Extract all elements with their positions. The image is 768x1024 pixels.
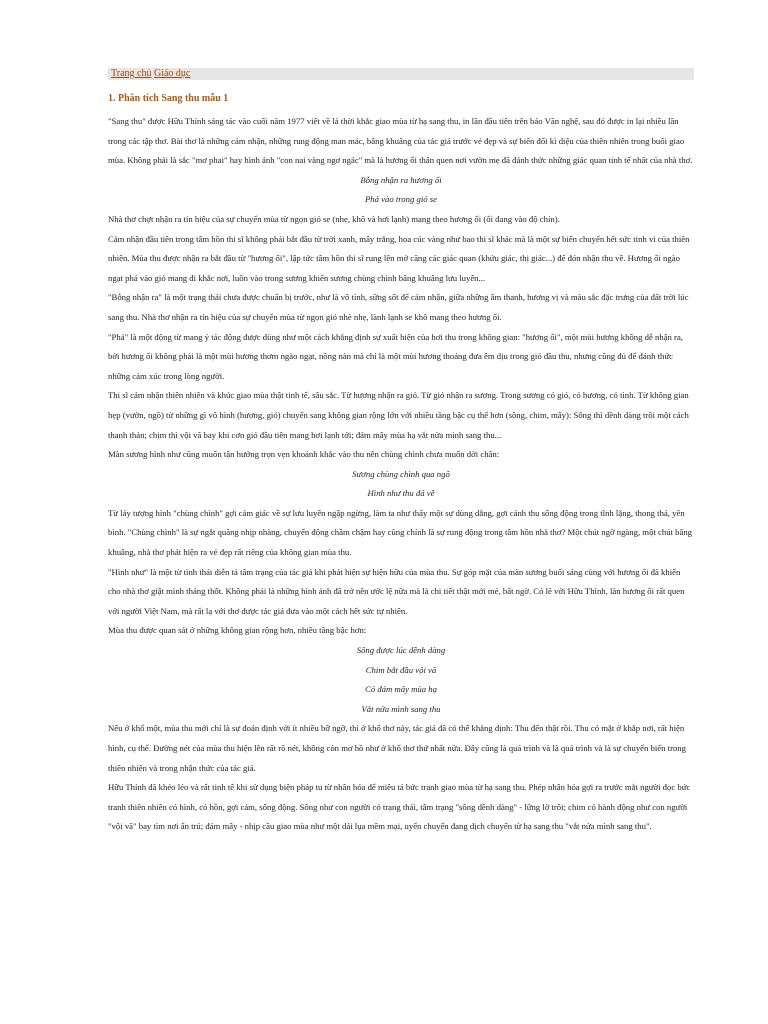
paragraph: Mùa thu được quan sát ở những không gian rộng hơn, nhiều tầng bậc hơn:	[108, 625, 367, 636]
paragraph: Nếu ở khổ một, mùa thu mới chỉ là sự đoán định với ít nhiều bỡ ngỡ, thì ở khổ thơ này, tác giả đã có thể khẳng định: Thu đến thật rồi. Thu có mặt ở khắp nơi, rất hiện hình, cụ thể. Đường nét của mùa thu hiện lên rất rõ nét, không còn mơ hồ như ở khổ thơ thứ nhất nữa. Đây cũng là quá trình và là quá trình và là sự chuyển biến trong thiên nhiên và trong nhận thức của tác giả.	[108, 723, 686, 773]
paragraph: Màn sương hình như cũng muốn tận hưởng trọn vẹn khoảnh khắc vào thu nên chùng chình chưa muốn dời chân:	[108, 449, 500, 460]
verse-line: Phả vào trong gió se	[364, 194, 438, 205]
paragraph: Cảm nhận đầu tiên trong tâm hồn thi sĩ không phải bắt đầu từ trời xanh, mây trắng, hoa cúc vàng như bao thi sĩ khác mà là một sự biến chuyển hết sức tinh vi của thiên nhiên. Mùa thu được nhận ra bắt đầu từ "hương ổi", lập tức tâm hồn thi sĩ rung lên mở căng các giác quan (khứu giác, thị giác...) để đón nhận thu về. Hương ổi ngào ngạt phả vào gió mang đi khắc nơi, luồn vào trong sương khiến sương chùng chình bâng khuâng lưu luyến...	[108, 233, 690, 283]
section-heading: 1. Phân tích Sang thu mẫu 1	[108, 93, 229, 104]
verse-line: Vắt nửa mình sang thu	[361, 703, 441, 714]
paragraph: "Bỗng nhận ra" là một trạng thái chưa được chuẩn bị trước, như là vô tình, sững sốt để cảm nhận, giữa những âm thanh, hương vị và màu sắc đặc trưng của đất trời lúc sang thu. Nhà thơ nhận ra tín hiệu của sự chuyển mùa từ ngọn gió nhè nhẹ, lành lạnh se khô mang theo hương ổi.	[108, 292, 689, 322]
verse-line: Hình như thu đã về	[367, 488, 435, 499]
verse-line: Sông được lúc dềnh dàng	[356, 645, 446, 656]
paragraph: "Phả" là một động từ mang ý tác động được dùng như một cách khẳng định sự xuất hiện của hơi thu trong không gian: "hương ổi", một mùi hương không dễ nhận ra, bởi hương ổi không phải là một mùi hương thơm ngào ngạt, nồng nàn mà chỉ là một mùi hương thoảng đưa êm dịu trong gió đầu thu, nhưng cũng đủ để đánh thức những cảm xúc trong lòng người.	[108, 331, 683, 381]
article-body	[108, 112, 694, 837]
breadcrumb-home-link[interactable]: Trang chủ	[111, 68, 152, 79]
paragraph: "Sang thu" được Hữu Thỉnh sáng tác vào cuối năm 1977 viết về lá thời khắc giao mùa từ hạ sang thu, in lần đầu tiên trên báo Văn nghệ, sau đó được in lại nhiều lần trong các tập thơ. Bài thơ là những cảm nhận, những rung động man mác, bâng khuâng của tác giả trước vẻ đẹp và sự biến đổi kì diệu của thiên nhiên trong buổi giao mùa. Không phải là sắc "mơ phai" hay hình ảnh "con nai vàng ngơ ngác" mà là hương ổi thân quen nơi vườn mẹ đã đánh thức những giác quan tinh tế nhất của nhà thơ.	[108, 116, 693, 166]
paragraph: Nhà thơ chợt nhận ra tín hiệu của sự chuyển mùa từ ngọn gió se (nhẹ, khô và hơi lạnh) mang theo hương ổi (ổi đang vào độ chín).	[108, 213, 560, 224]
paragraph: Từ láy tượng hình "chùng chình" gợi cảm giác về sự lưu luyến ngập ngừng, làm ta như thấy một sự dùng dằng, gợi cảnh thu sống động trong tĩnh lặng, thong thả, yên bình. "Chùng chình" là sự ngắt quãng nhịp nhàng, chuyển động chầm chậm hay cũng chính là sự rung động trong tâm hồn nhà thơ? Một chút ngỡ ngàng, một chút bâng khuâng, nhà thơ phát hiện ra vẻ đẹp rất riêng của không gian mùa thu.	[108, 507, 693, 558]
verse-line: Có đám mây mùa hạ	[365, 684, 437, 695]
verse-line: Chim bắt đầu vội vã	[365, 664, 437, 675]
paragraph: Thi sĩ cảm nhận thiên nhiên và khúc giao mùa thật tinh tế, sâu sắc. Từ hương nhận ra gió. Từ gió nhận ra sương. Trong sương có gió, có hương, có tình. Từ không gian hẹp (vườn, ngõ) từ những gì vô hình (hương, gió) chuyển sang không gian rộng lớn với nhiều tầng bậc cụ thể hơn (sông, chim, mây): Sông thì dềnh dàng trôi một cách thanh thản; chim thì vội vã bay khi cơn gió đầu tiên mang hơi lạnh tới; đám mây mùa hạ vắt nửa mình sang thu...	[108, 390, 689, 440]
breadcrumb	[108, 68, 694, 80]
paragraph: Hữu Thỉnh đã khéo léo và rất tinh tế khi sử dụng biện pháp tu từ nhân hóa để miêu tả bức tranh giao mùa từ hạ sang thu. Phép nhân hóa gợi ra trước mắt người đọc bức tranh thiên nhiên có hình, có hồn, gợi cảm, sống động. Sông như con người có trạng thái, tâm trạng "sông dềnh dàng" - lững lờ trôi; chim có hành động như con người "vội vã" bay tìm nơi ẩn trú; đám mây - nhịp cầu giao mùa như một dải lụa mềm mại, uyển chuyển đang dịch chuyển từ hạ sang thu "vắt nửa mình sang thu".	[108, 782, 691, 832]
verse-line: Sương chùng chình qua ngõ	[352, 468, 450, 479]
paragraph: "Hình như" là một từ tình thái diễn tả tâm trạng của tác giả khi phát hiện sự hiện hữu của mùa thu. Sự góp mặt của màn sương buổi sáng cùng với hương ổi đã khiến cho nhà thơ giật mình thảng thốt. Không phải là những hình ảnh đã trở nên ước lệ nữa mà là chi tiết thật mới mẻ, bất ngờ. Có lẽ với Hữu Thỉnh, làn hương ổi rất quen với người Việt Nam, mà rất lạ với thơ được tác giả đưa vào một cách hết sức tự nhiên.	[108, 566, 685, 616]
verse-line: Bỗng nhận ra hương ổi	[360, 174, 442, 185]
breadcrumb-category-link[interactable]: Giáo dục	[153, 68, 191, 79]
